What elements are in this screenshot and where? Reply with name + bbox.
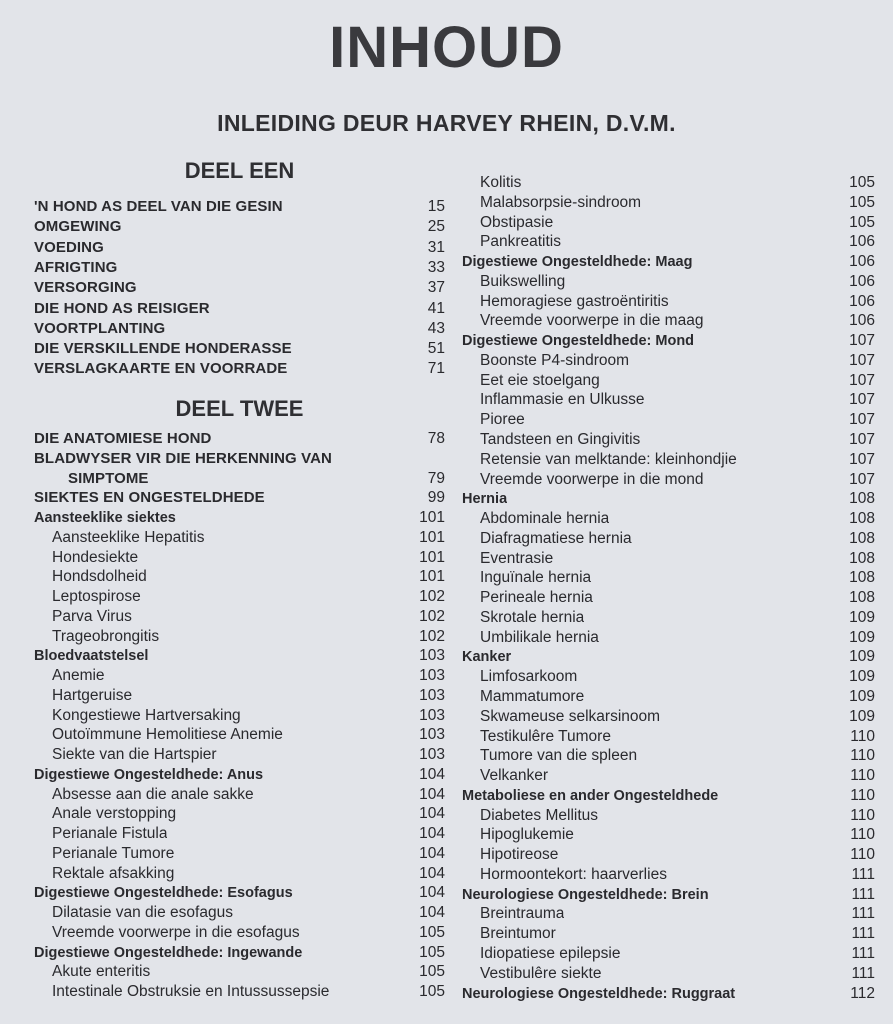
toc-entry-page: 106 bbox=[849, 233, 875, 251]
toc-entry-title: Hipotireose bbox=[480, 846, 559, 864]
toc-entry-page: 111 bbox=[851, 925, 875, 943]
toc-entry bbox=[462, 331, 875, 351]
toc-entry bbox=[34, 923, 445, 943]
toc-entry-title: VERSORGING bbox=[34, 279, 137, 297]
toc-entry-page: 112 bbox=[850, 984, 875, 1002]
toc-entry-page: 103 bbox=[419, 726, 445, 744]
toc-entry-page: 110 bbox=[850, 727, 875, 745]
toc-entry-title: Eventrasie bbox=[480, 549, 554, 567]
toc-entry-page: 107 bbox=[849, 332, 875, 350]
toc-entry bbox=[462, 727, 875, 747]
toc-entry-page: 108 bbox=[849, 569, 875, 587]
toc-entry-page: 105 bbox=[419, 943, 445, 961]
toc-entry bbox=[34, 258, 445, 278]
toc-entry bbox=[462, 588, 875, 608]
toc-entry-page: 43 bbox=[427, 319, 445, 337]
toc-entry-title: Anale verstopping bbox=[52, 805, 177, 823]
section-heading-deel-een: DEEL EEN bbox=[184, 158, 295, 183]
toc-entry-title: Idiopatiese epilepsie bbox=[480, 945, 621, 963]
toc-entry-page: 107 bbox=[849, 411, 875, 429]
toc-entry-title: Akute enteritis bbox=[52, 963, 151, 981]
toc-entry-page: 104 bbox=[419, 844, 445, 862]
toc-entry-title: Digestiewe Ongesteldhede: Ingewande bbox=[34, 944, 303, 961]
toc-entry-page: 101 bbox=[419, 528, 445, 546]
toc-entry-page: 107 bbox=[849, 371, 875, 389]
toc-entry bbox=[34, 488, 445, 508]
toc-entry-title: Dilatasie van die esofagus bbox=[52, 904, 233, 921]
toc-entry bbox=[34, 339, 445, 359]
toc-entry-page: 41 bbox=[427, 299, 445, 317]
toc-entry-page: 103 bbox=[419, 686, 445, 704]
toc-entry-page: 109 bbox=[849, 668, 875, 686]
page-subtitle: INLEIDING DEUR HARVEY RHEIN, D.V.M. bbox=[217, 110, 676, 136]
toc-entry-title: VOORTPLANTING bbox=[34, 319, 166, 337]
toc-entry-title: Anemie bbox=[52, 667, 105, 684]
toc-entry-page: 104 bbox=[419, 884, 445, 902]
toc-entry bbox=[462, 311, 875, 331]
toc-entry-page: 110 bbox=[850, 826, 875, 844]
toc-entry bbox=[34, 607, 445, 627]
toc-entry-page: 105 bbox=[419, 923, 445, 941]
toc-entry bbox=[34, 299, 445, 319]
toc-entry-page: 108 bbox=[849, 490, 875, 508]
toc-entry-page: 102 bbox=[419, 607, 445, 625]
toc-entry bbox=[462, 924, 875, 944]
toc-entry-page: 104 bbox=[419, 904, 445, 921]
toc-entry-page: 99 bbox=[427, 489, 445, 507]
toc-entry bbox=[34, 627, 445, 647]
toc-entry-title: Hormoontekort: haarverlies bbox=[480, 865, 667, 883]
toc-entry bbox=[462, 687, 875, 707]
toc-entry bbox=[34, 765, 445, 785]
toc-entry-title: Perianale Fistula bbox=[52, 825, 168, 842]
toc-entry-title: Mammatumore bbox=[480, 688, 585, 706]
toc-entry bbox=[34, 449, 445, 469]
toc-entry bbox=[34, 943, 445, 963]
toc-entry bbox=[34, 587, 445, 607]
toc-entry bbox=[462, 390, 875, 410]
toc-entry-title: Trageobrongitis bbox=[52, 627, 160, 645]
toc-entry-title: Absesse aan die anale sakke bbox=[52, 785, 254, 803]
toc-entry-title: Vreemde voorwerpe in die mond bbox=[480, 470, 704, 488]
toc-entry bbox=[34, 217, 445, 237]
toc-entry-page: 103 bbox=[419, 667, 445, 684]
toc-entry-page: 107 bbox=[849, 391, 875, 409]
toc-entry-title: Inguïnale hernia bbox=[480, 569, 592, 587]
toc-entry-title: Hartgeruise bbox=[52, 686, 133, 704]
toc-entry-title: Pankreatitis bbox=[480, 233, 561, 251]
toc-entry bbox=[462, 213, 875, 233]
toc-entry-title: Aansteeklike siektes bbox=[34, 510, 176, 526]
toc-entry bbox=[34, 548, 445, 568]
toc-entry-page: 104 bbox=[419, 765, 445, 783]
toc-entry bbox=[462, 549, 875, 569]
toc-entry bbox=[462, 232, 875, 252]
toc-entry-page: 31 bbox=[427, 238, 445, 256]
toc-entry-page: 79 bbox=[427, 469, 445, 487]
toc-entry-title: Parva Virus bbox=[52, 607, 132, 625]
toc-entry-title: Boonste P4-sindroom bbox=[480, 351, 630, 369]
toc-entry-title: Skwameuse selkarsinoom bbox=[480, 707, 661, 725]
toc-entry bbox=[34, 238, 445, 258]
toc-entry-page: 111 bbox=[851, 905, 875, 923]
toc-entry-title: Eet eie stoelgang bbox=[480, 371, 600, 389]
toc-entry-page: 33 bbox=[427, 258, 445, 276]
toc-entry-title: Breintumor bbox=[480, 925, 556, 943]
toc-entry-title: Kanker bbox=[462, 649, 512, 666]
toc-entry-title: Neurologiese Ongesteldhede: Ruggraat bbox=[462, 985, 736, 1002]
toc-entry-title: Diafragmatiese hernia bbox=[480, 529, 632, 547]
toc-entry-page: 110 bbox=[850, 747, 875, 765]
toc-entry-page: 105 bbox=[419, 963, 445, 981]
toc-entry bbox=[462, 964, 875, 984]
toc-entry bbox=[462, 509, 875, 529]
toc-entry bbox=[462, 529, 875, 549]
toc-entry-page: 101 bbox=[419, 568, 445, 586]
toc-entry bbox=[34, 962, 445, 982]
toc-entry-title: Digestiewe Ongesteldhede: Mond bbox=[462, 333, 695, 350]
toc-entry-page: 78 bbox=[427, 430, 445, 447]
toc-entry-page: 105 bbox=[849, 193, 875, 211]
toc-entry-title: 'N HOND AS DEEL VAN DIE GESIN bbox=[34, 198, 283, 215]
toc-entry-page: 110 bbox=[850, 846, 875, 864]
toc-entry-page: 103 bbox=[419, 746, 445, 763]
toc-entry-title: Tumore van die spleen bbox=[480, 747, 638, 765]
toc-entry bbox=[462, 806, 875, 826]
toc-entry bbox=[34, 982, 445, 1002]
toc-entry bbox=[34, 903, 445, 923]
toc-entry-title: Outoïmmune Hemolitiese Anemie bbox=[52, 726, 283, 744]
toc-entry-title: Kongestiewe Hartversaking bbox=[52, 706, 241, 724]
toc-entry-title: Aansteeklike Hepatitis bbox=[52, 528, 205, 546]
toc-entry-title: Testikulêre Tumore bbox=[480, 727, 611, 745]
toc-entry-page: 109 bbox=[849, 688, 875, 706]
toc-entry bbox=[34, 469, 445, 489]
toc-entry-title: Siekte van die Hartspier bbox=[52, 746, 217, 763]
toc-entry-title: DIE ANATOMIESE HOND bbox=[34, 430, 212, 447]
toc-entry-title: Hondesiekte bbox=[52, 548, 139, 566]
toc-entry-page: 106 bbox=[849, 272, 875, 290]
toc-entry-title: Umbilikale hernia bbox=[480, 628, 599, 646]
toc-entry bbox=[462, 173, 875, 193]
toc-entry-title: Bloedvaatstelsel bbox=[34, 648, 149, 665]
toc-entry bbox=[462, 470, 875, 490]
toc-entry-title: Tandsteen en Gingivitis bbox=[480, 431, 641, 448]
toc-entry-title: Digestiewe Ongesteldhede: Esofagus bbox=[34, 885, 293, 902]
toc-entry bbox=[462, 608, 875, 628]
toc-entry bbox=[462, 371, 875, 391]
toc-entry bbox=[462, 647, 875, 667]
toc-entry-page: 105 bbox=[849, 213, 875, 231]
toc-entry-page: 109 bbox=[849, 628, 875, 646]
toc-entry bbox=[462, 766, 875, 786]
toc-entry-title: Retensie van melktande: kleinhondjie bbox=[480, 450, 737, 468]
toc-entry bbox=[462, 825, 875, 845]
page-title: INHOUD bbox=[329, 15, 564, 80]
toc-entry bbox=[34, 844, 445, 864]
toc-entry-title: Intestinale Obstruksie en Intussussepsie bbox=[52, 983, 330, 1000]
toc-entry-page: 101 bbox=[419, 509, 445, 526]
toc-entry-page: 25 bbox=[427, 218, 445, 236]
toc-entry-title: Breintrauma bbox=[480, 905, 565, 923]
toc-entry bbox=[34, 725, 445, 745]
toc-entry bbox=[462, 984, 875, 1004]
toc-entry bbox=[462, 628, 875, 648]
toc-entry-title: Leptospirose bbox=[52, 588, 141, 605]
toc-entry-page: 37 bbox=[427, 279, 445, 297]
toc-entry-page: 108 bbox=[849, 529, 875, 547]
toc-entry-page: 108 bbox=[849, 549, 875, 567]
toc-entry-title: Metaboliese en ander Ongesteldhede bbox=[462, 787, 719, 804]
toc-entry bbox=[34, 319, 445, 339]
toc-entry bbox=[34, 359, 445, 379]
toc-entry-page: 104 bbox=[419, 805, 445, 823]
toc-entry-title: Digestiewe Ongesteldhede: Anus bbox=[34, 766, 264, 783]
toc-entry-title: Vestibulêre siekte bbox=[480, 964, 602, 982]
toc-entry-page: 107 bbox=[849, 431, 875, 448]
toc-entry bbox=[462, 450, 875, 470]
toc-entry-page: 108 bbox=[849, 510, 875, 528]
toc-entry-page: 15 bbox=[427, 198, 445, 215]
toc-entry bbox=[34, 824, 445, 844]
toc-entry-page: 104 bbox=[419, 785, 445, 803]
toc-entry-title: AFRIGTING bbox=[34, 258, 118, 276]
toc-entry-page: 109 bbox=[849, 707, 875, 725]
toc-entry-title: Limfosarkoom bbox=[480, 668, 578, 686]
toc-entry bbox=[34, 785, 445, 805]
toc-entry-page: 110 bbox=[850, 767, 875, 785]
toc-entry-page: 103 bbox=[419, 647, 445, 665]
toc-entry-title: DIE VERSKILLENDE HONDERASSE bbox=[34, 340, 292, 358]
toc-entry-title: Obstipasie bbox=[480, 213, 554, 231]
toc-entry-page: 109 bbox=[849, 608, 875, 626]
toc-entry bbox=[34, 666, 445, 686]
toc-entry-page: 106 bbox=[849, 312, 875, 330]
toc-entry bbox=[34, 686, 445, 706]
toc-entry-title: Hondsdolheid bbox=[52, 568, 147, 586]
toc-entry-page: 111 bbox=[851, 885, 875, 903]
toc-entry-title: Pioree bbox=[480, 411, 525, 429]
toc-entry bbox=[34, 804, 445, 824]
toc-entry bbox=[462, 904, 875, 924]
toc-entry-page: 107 bbox=[849, 450, 875, 468]
toc-entry-title: Neurologiese Ongesteldhede: Brein bbox=[462, 886, 709, 903]
toc-entry bbox=[34, 646, 445, 666]
toc-entry-page: 111 bbox=[851, 865, 875, 883]
toc-entry-title: SIEKTES EN ONGESTELDHEDE bbox=[34, 489, 265, 507]
toc-entry bbox=[34, 278, 445, 298]
toc-entry bbox=[462, 667, 875, 687]
toc-entry-title: DIE HOND AS REISIGER bbox=[34, 299, 210, 317]
toc-entry-page: 111 bbox=[851, 964, 875, 982]
toc-entry-page: 101 bbox=[419, 548, 445, 566]
toc-entry-page: 102 bbox=[419, 627, 445, 645]
toc-entry-title: Buikswelling bbox=[480, 272, 566, 290]
toc-entry-title: Hernia bbox=[462, 491, 508, 508]
toc-entry bbox=[462, 193, 875, 213]
toc-entry-page: 103 bbox=[419, 706, 445, 724]
toc-entry bbox=[462, 707, 875, 727]
toc-entry bbox=[462, 885, 875, 905]
toc-entry bbox=[462, 410, 875, 430]
toc-entry-page: 110 bbox=[850, 786, 875, 804]
toc-entry bbox=[34, 429, 445, 449]
toc-entry bbox=[462, 845, 875, 865]
toc-entry-page: 106 bbox=[849, 292, 875, 310]
toc-entry bbox=[462, 746, 875, 766]
toc-entry-title: Perineale hernia bbox=[480, 589, 593, 607]
toc-entry-title: Vreemde voorwerpe in die maag bbox=[480, 312, 704, 330]
toc-entry-page: 107 bbox=[849, 470, 875, 488]
toc-entry bbox=[34, 528, 445, 548]
toc-entry bbox=[462, 252, 875, 272]
section-heading-deel-twee: DEEL TWEE bbox=[175, 396, 304, 421]
toc-entry bbox=[34, 883, 445, 903]
toc-entry-page: 107 bbox=[849, 351, 875, 369]
toc-entry-title: Malabsorpsie-sindroom bbox=[480, 193, 642, 211]
toc-entry-page: 51 bbox=[427, 340, 445, 358]
toc-entry-title: OMGEWING bbox=[34, 218, 122, 236]
toc-entry-page: 104 bbox=[419, 864, 445, 882]
toc-entry-title: Diabetes Mellitus bbox=[480, 806, 599, 824]
toc-entry bbox=[462, 786, 875, 806]
toc-entry-title: VERSLAGKAARTE EN VOORRADE bbox=[34, 360, 288, 378]
toc-entry-page: 106 bbox=[849, 253, 875, 271]
toc-entry bbox=[462, 489, 875, 509]
toc-entry-page: 111 bbox=[851, 945, 875, 963]
toc-entry-title: Abdominale hernia bbox=[480, 510, 610, 528]
toc-entry-title: Kolitis bbox=[480, 174, 522, 191]
toc-entry-title: Velkanker bbox=[480, 767, 549, 785]
toc-entry bbox=[462, 272, 875, 292]
toc-entry-page: 104 bbox=[419, 825, 445, 842]
toc-entry bbox=[34, 508, 445, 528]
toc-entry bbox=[462, 944, 875, 964]
toc-entry bbox=[34, 706, 445, 726]
toc-entry bbox=[34, 745, 445, 765]
toc-entry-title: Vreemde voorwerpe in die esofagus bbox=[52, 923, 300, 941]
toc-entry bbox=[462, 568, 875, 588]
toc-entry-title: Rektale afsakking bbox=[52, 864, 175, 882]
toc-entry-title: Hipoglukemie bbox=[480, 826, 574, 844]
toc-entry bbox=[462, 351, 875, 371]
toc-entry-title: Skrotale hernia bbox=[480, 608, 585, 626]
toc-entry bbox=[462, 865, 875, 885]
toc-entry bbox=[462, 430, 875, 450]
toc-entry-title: Digestiewe Ongesteldhede: Maag bbox=[462, 254, 693, 271]
toc-entry-page: 71 bbox=[427, 360, 445, 378]
toc-entry bbox=[34, 864, 445, 884]
toc-entry-page: 110 bbox=[850, 806, 875, 824]
toc-entry bbox=[34, 567, 445, 587]
toc-entry-page: 105 bbox=[419, 983, 445, 1000]
toc-entry-page: 105 bbox=[849, 174, 875, 191]
toc-entry bbox=[462, 292, 875, 312]
toc-entry bbox=[34, 197, 445, 217]
toc-entry-title: Hemoragiese gastroëntiritis bbox=[480, 292, 669, 310]
toc-entry-page: 109 bbox=[849, 648, 875, 666]
toc-entry-title: Perianale Tumore bbox=[52, 844, 175, 862]
toc-entry-page: 102 bbox=[419, 588, 445, 605]
toc-entry-title: Inflammasie en Ulkusse bbox=[480, 391, 645, 409]
toc-entry-title: VOEDING bbox=[34, 238, 104, 256]
toc-entry-title: BLADWYSER VIR DIE HERKENNING VAN bbox=[34, 449, 332, 467]
toc-entry-page: 108 bbox=[849, 589, 875, 607]
toc-entry-title: SIMPTOME bbox=[68, 469, 149, 487]
